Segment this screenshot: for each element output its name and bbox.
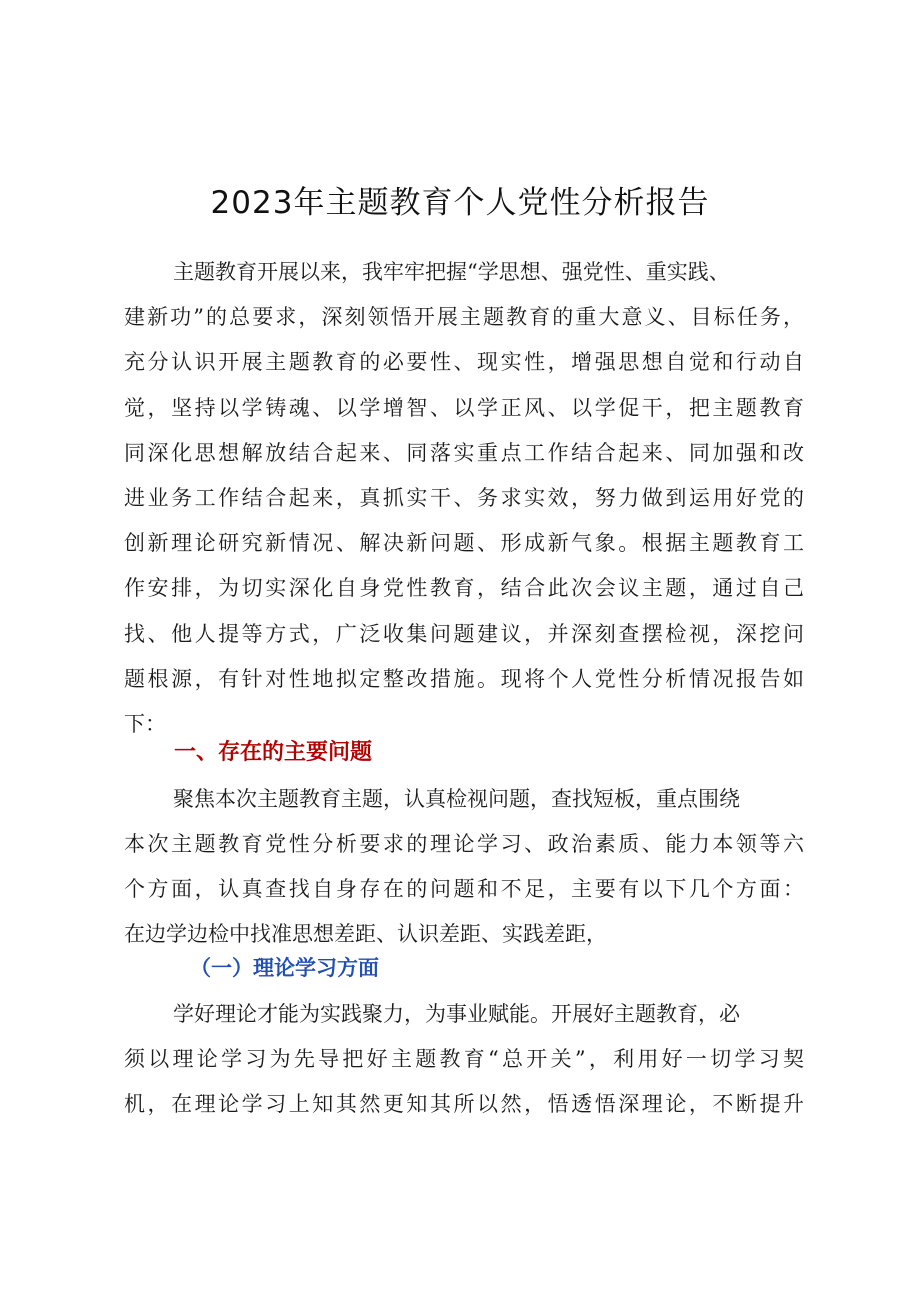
subsection1-line-2: 须以理论学习为先导把好主题教育“总开关”，利用好一切学习契 xyxy=(124,1047,804,1071)
section-heading-main-problems: 一、存在的主要问题 xyxy=(174,740,373,765)
section1-line-2: 本次主题教育党性分析要求的理论学习、政治素质、能力本领等六 xyxy=(124,832,804,856)
intro-line-10: 题根源，有针对性地拟定整改措施。现将个人党性分析情况报告如 xyxy=(124,667,804,691)
subsection1-line-1: 学好理论才能为实践聚力，为事业赋能。开展好主题教育，必 xyxy=(173,1002,740,1026)
intro-line-9: 找、他人提等方式，广泛收集问题建议，并深刻查摆检视，深挖问 xyxy=(124,622,804,646)
subsection1-line-3: 机，在理论学习上知其然更知其所以然，悟透悟深理论，不断提升 xyxy=(124,1092,804,1116)
intro-line-7: 创新理论研究新情况、解决新问题、形成新气象。根据主题教育工 xyxy=(124,531,804,555)
document-title: 2023年主题教育个人党性分析报告 xyxy=(210,185,710,221)
intro-line-5: 同深化思想解放结合起来、同落实重点工作结合起来、同加强和改 xyxy=(124,441,804,465)
section1-line-4: 在边学边检中找准思想差距、认识差距、实践差距， xyxy=(124,922,607,946)
intro-line-8: 作安排，为切实深化自身党性教育，结合此次会议主题，通过自己 xyxy=(124,576,804,600)
section1-line-3: 个方面，认真查找自身存在的问题和不足，主要有以下几个方面： xyxy=(124,877,804,901)
intro-line-3: 充分认识开展主题教育的必要性、现实性，增强思想自觉和行动自 xyxy=(124,350,804,374)
intro-line-1: 主题教育开展以来，我牢牢把握“学思想、强党性、重实践、 xyxy=(173,260,730,284)
intro-line-4: 觉，坚持以学铸魂、以学增智、以学正风、以学促干，把主题教育 xyxy=(124,396,804,420)
subsection-heading-theory-study: （一）理论学习方面 xyxy=(190,955,379,980)
section1-line-1: 聚焦本次主题教育主题，认真检视问题，查找短板，重点围绕 xyxy=(173,787,740,811)
intro-line-6: 进业务工作结合起来，真抓实干、务求实效，努力做到运用好党的 xyxy=(124,486,804,510)
intro-line-11: 下： xyxy=(124,712,166,736)
intro-line-2: 建新功”的总要求，深刻领悟开展主题教育的重大意义、目标任务， xyxy=(124,305,804,329)
